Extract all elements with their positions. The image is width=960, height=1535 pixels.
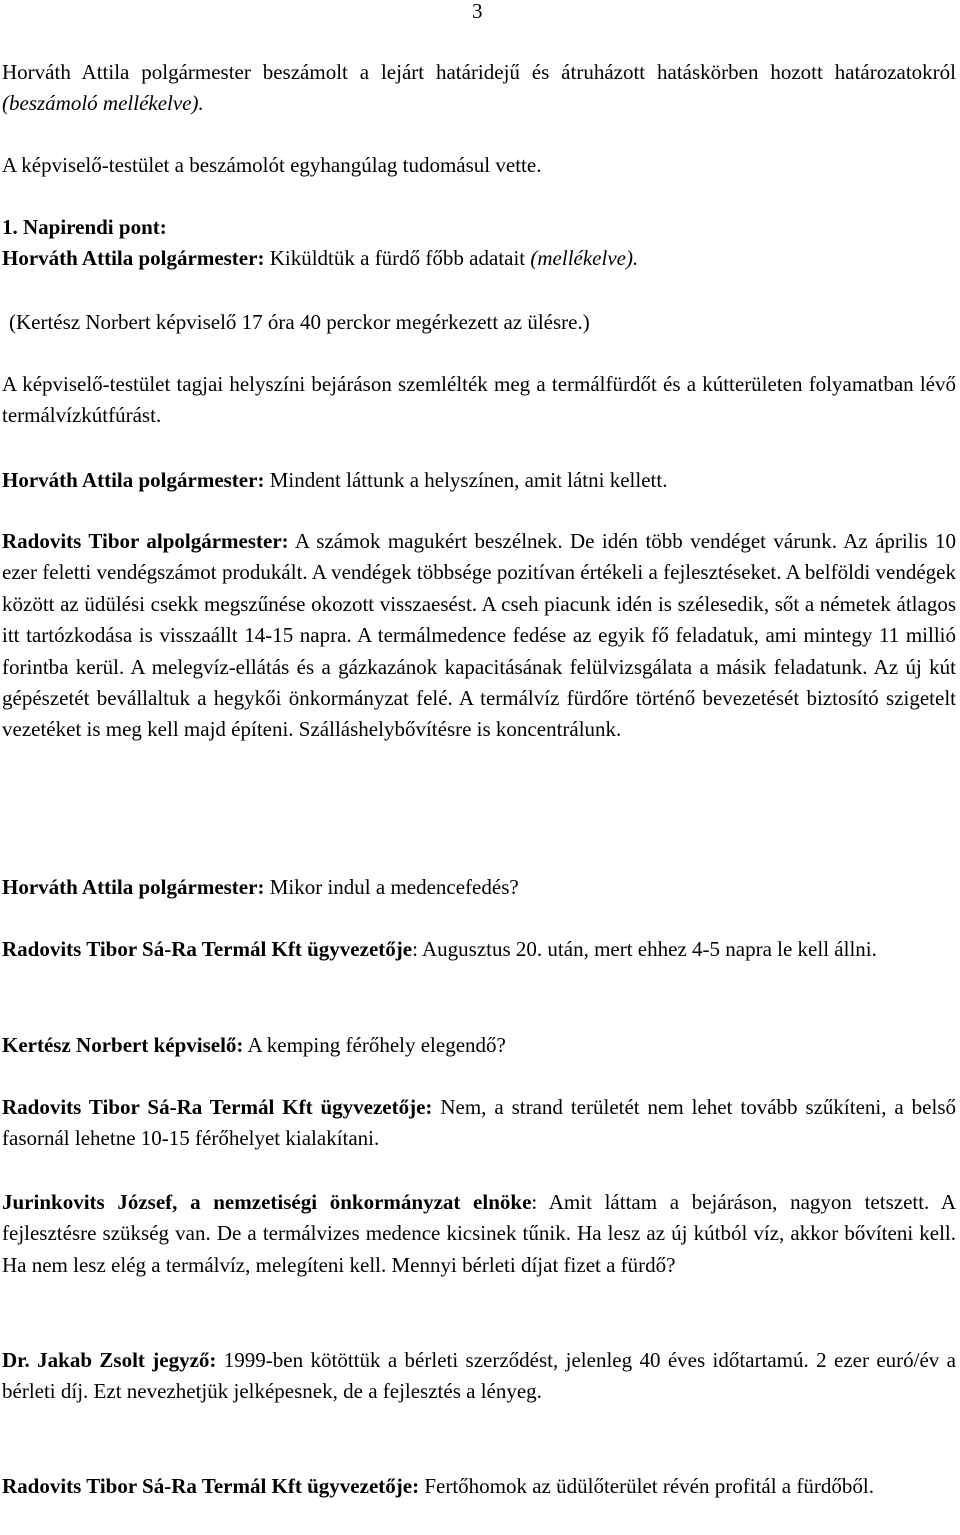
speech-text: Mindent láttunk a helyszínen, amit látni kellett. — [264, 468, 668, 492]
acknowledged-text: A képviselő-testület a beszámolót egyhangúlag tudomásul vette. — [2, 153, 542, 177]
speaker-name: Radovits Tibor alpolgármester: — [2, 529, 289, 553]
paragraph-jurinkovits — [2, 1187, 956, 1281]
paragraph-acknowledged — [2, 150, 956, 181]
report-attachment-note: (beszámoló mellékelve). — [2, 91, 204, 116]
speech-text: Fertőhomok az üdülőterület révén profitál a fürdőből. — [419, 1474, 874, 1498]
agenda-speaker: Horváth Attila polgármester: — [2, 246, 265, 271]
speech-text: Mikor indul a medencefedés? — [264, 875, 519, 899]
speaker-name: Horváth Attila polgármester: — [2, 468, 265, 492]
paragraph-kertesz — [2, 1030, 956, 1061]
agenda-text: Kiküldtük a fürdő főbb adatait — [264, 246, 531, 271]
paragraph-report — [2, 57, 956, 120]
speech-text: : Augusztus 20. után, mert ehhez 4-5 napra le kell állni. — [412, 937, 877, 961]
report-text: Horváth Attila polgármester beszámolt a lejárt határidejű és átruházott hatáskörben hozott határozatokról — [2, 60, 956, 84]
speaker-name: Jurinkovits József, a nemzetiségi önkormányzat elnöke — [2, 1190, 532, 1214]
speech-text: : Amit láttam a bejáráson, nagyon tetszett. A fejlesztésre szükség van. De a termálvizes medence kicsinek tűnik. Ha lesz az új kútból víz, akkor bővíteni kell. Ha nem lesz elég a termálvíz, melegíteni kell. Mennyi bérleti díjat fizet a fürdő? — [2, 1190, 956, 1277]
paragraph-jakab — [2, 1345, 956, 1408]
paragraph-radovits-4 — [2, 1471, 956, 1502]
paragraph-horvath-2 — [2, 872, 956, 903]
speaker-name: Dr. Jakab Zsolt jegyző: — [2, 1348, 217, 1372]
agenda-heading: 1. Napirendi pont: — [2, 215, 167, 239]
speech-text: Nem, a strand területét nem lehet tovább szűkíteni, a belső fasornál lehetne 10-15 férőhelyet kialakítani. — [2, 1095, 956, 1151]
paragraph-arrival — [9, 307, 960, 338]
speaker-name: Radovits Tibor Sá-Ra Termál Kft ügyvezetője — [2, 937, 413, 961]
speaker-name: Radovits Tibor Sá-Ra Termál Kft ügyvezetője: — [2, 1095, 433, 1119]
paragraph-radovits-2 — [2, 934, 956, 965]
paragraph-radovits-3 — [2, 1092, 956, 1155]
speaker-name: Horváth Attila polgármester: — [2, 875, 265, 899]
speech-text: A kemping férőhely elegendő? — [243, 1033, 506, 1057]
site-visit-text: A képviselő-testület tagjai helyszíni bejáráson szemlélték meg a termálfürdőt és a kútterületen folyamatban lévő termálvízkútfúrást. — [2, 372, 956, 428]
page-number: 3 — [472, 0, 483, 23]
paragraph-radovits-1 — [2, 526, 956, 746]
paragraph-site-visit — [2, 369, 956, 432]
agenda-attachment-note: (mellékelve). — [530, 246, 639, 271]
speech-text: 1999-ben kötöttük a bérleti szerződést, jelenleg 40 éves időtartamú. 2 ezer euró/év a bérleti díj. Ezt nevezhetjük jelképesnek, de a fejlesztés a lényeg. — [2, 1348, 956, 1404]
arrival-text: (Kertész Norbert képviselő 17 óra 40 perckor megérkezett az ülésre.) — [9, 310, 590, 334]
speech-text: A számok magukért beszélnek. De idén több vendéget várunk. Az április 10 ezer feletti vendégszámot produkált. A vendégek többsége pozitívan értékeli a fejlesztéseket. A belföldi vendégek között az üdülési csekk megszűnése okozott visszaesést. A cseh piacunk idén is szélesedik, sőt a németek átlagos itt tartózkodása is visszaállt 14-15 napra. A termálmedence fedése az egyik fő feladatuk, ami mintegy 11 millió forintba kerül. A melegvíz-ellátás és a gázkazánok kapacitásának felülvizsgálata a másik feladatunk. Az új kút gépészetét bevállaltuk a hegykői önkormányzat felé. A termálvíz fürdőre történő bevezetését biztosító szigetelt vezetéket is meg kell majd építeni. Szálláshelybővítésre is koncentrálunk. — [2, 529, 956, 742]
speaker-name: Radovits Tibor Sá-Ra Termál Kft ügyvezetője: — [2, 1474, 420, 1498]
speaker-name: Kertész Norbert képviselő: — [2, 1033, 244, 1057]
agenda-item — [2, 212, 956, 275]
paragraph-horvath-1 — [2, 465, 956, 496]
